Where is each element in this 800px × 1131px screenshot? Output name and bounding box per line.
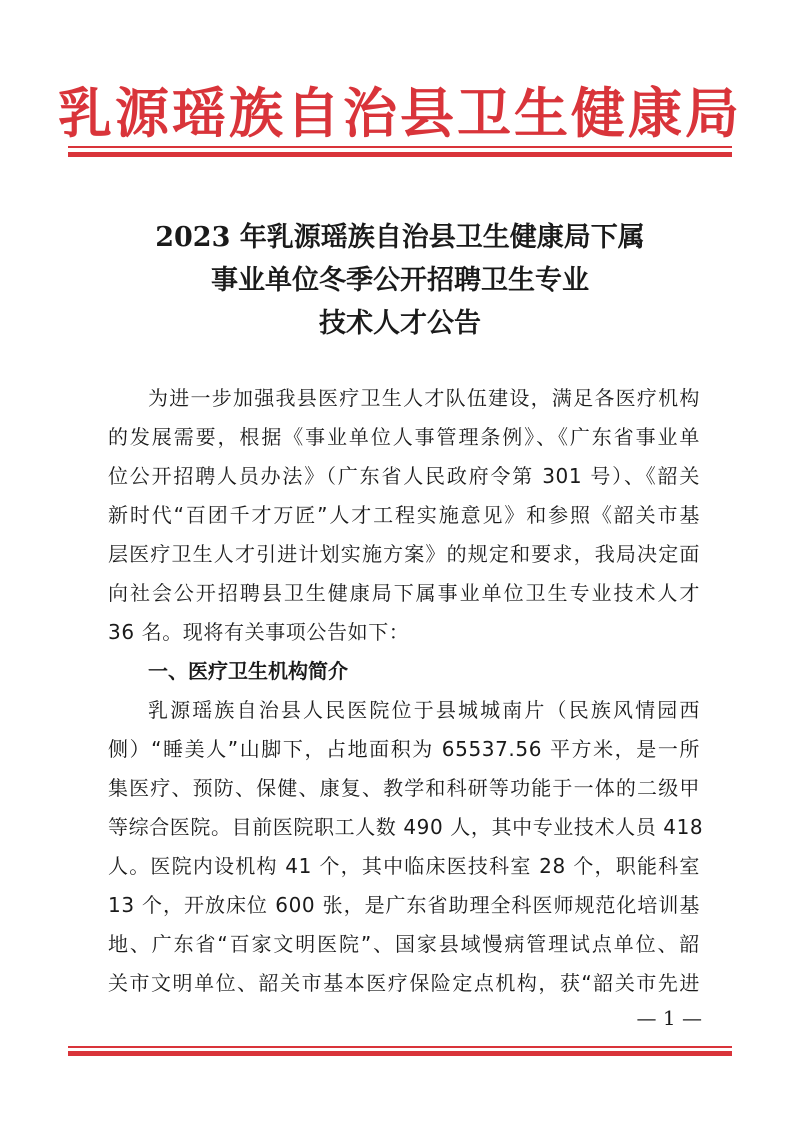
section1-line: 地、广东省“百家文明医院”、国家县域慢病管理试点单位、韶 (108, 932, 700, 956)
intro-line: 36 名。现将有关事项公告如下： (108, 620, 410, 644)
doc-title-line-2: 事业单位冬季公开招聘卫生专业 (211, 265, 589, 296)
intro-line: 为进一步加强我县医疗卫生人才队伍建设，满足各医疗机构 (148, 386, 700, 410)
intro-line: 的发展需要，根据《事业单位人事管理条例》、《广东省事业单 (108, 425, 700, 449)
section1-line: 关市文明单位、韶关市基本医疗保险定点机构，获“韶关市先进 (108, 971, 700, 995)
section1-line: 13 个，开放床位 600 张，是广东省助理全科医师规范化培训基 (108, 893, 700, 917)
page-number: — 1 — (636, 1006, 702, 1030)
section1-line: 侧）“睡美人”山脚下，占地面积为 65537.56 平方米，是一所 (108, 737, 700, 761)
letterhead-rule-thin (68, 146, 732, 148)
footer-rule-thin (68, 1046, 732, 1048)
section1-line: 人。医院内设机构 41 个，其中临床医技科室 28 个，职能科室 (108, 854, 700, 878)
section1-line: 等综合医院。目前医院职工人数 490 人，其中专业技术人员 418 (108, 815, 704, 839)
letterhead-rule-thick (68, 152, 732, 157)
doc-title-line-3: 技术人才公告 (319, 308, 481, 339)
intro-line: 层医疗卫生人才引进计划实施方案》的规定和要求，我局决定面 (108, 542, 700, 566)
letterhead-org-name: 乳源瑶族自治县卫生健康局 (58, 82, 742, 145)
section-heading-1: 一、医疗卫生机构简介 (148, 659, 348, 683)
footer-rule-thick (68, 1051, 732, 1056)
doc-title-line-1: 2023 年乳源瑶族自治县卫生健康局下属 (155, 222, 645, 253)
intro-line: 向社会公开招聘县卫生健康局下属事业单位卫生专业技术人才 (108, 581, 700, 605)
section1-line: 集医疗、预防、保健、康复、教学和科研等功能于一体的二级甲 (108, 776, 700, 800)
intro-line: 新时代“百团千才万匠”人才工程实施意见》和参照《韶关市基 (108, 503, 700, 527)
intro-line: 位公开招聘人员办法》（广东省人民政府令第 301 号）、《韶关 (108, 464, 700, 488)
section1-line: 乳源瑶族自治县人民医院位于县城城南片（民族风情园西 (148, 698, 700, 722)
